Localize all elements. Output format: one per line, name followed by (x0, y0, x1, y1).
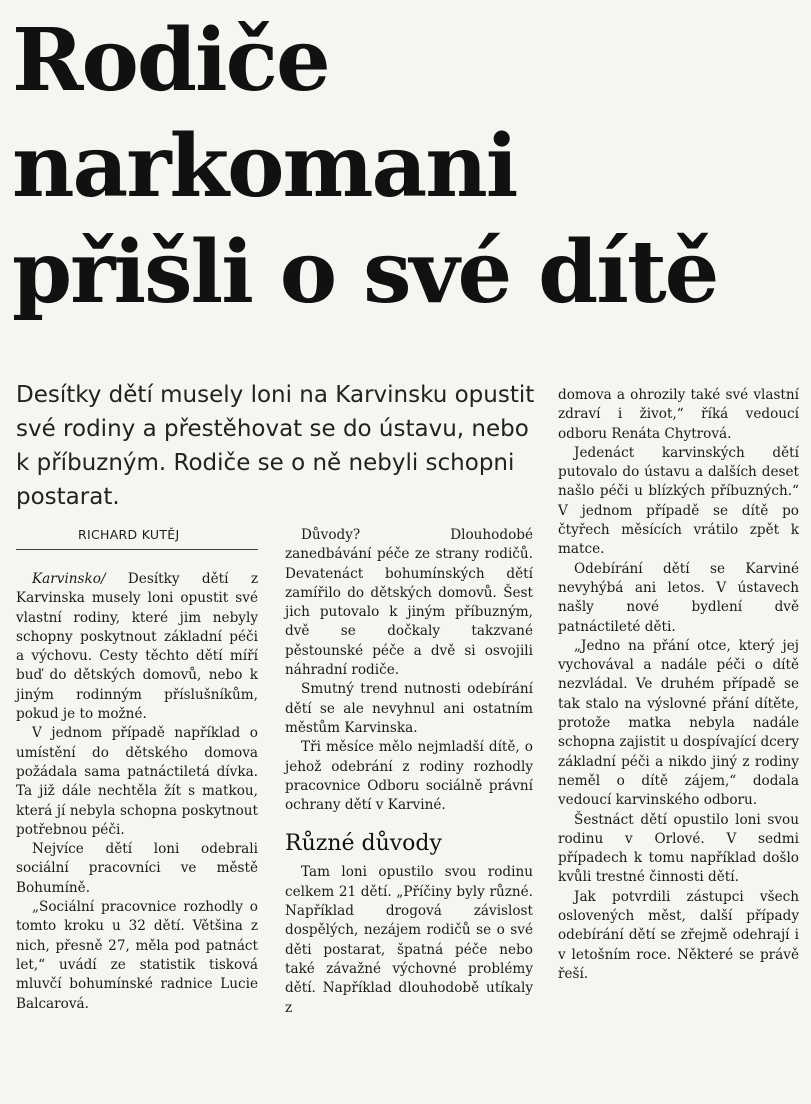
dateline: Karvinsko/ (32, 571, 106, 587)
paragraph: domova a ohrozily také své vlastní zdraví i život,“ říká vedoucí odboru Renáta Chytrová. (558, 387, 799, 442)
byline-rule (16, 549, 258, 550)
column-3 (558, 386, 799, 984)
headline-line: Rodiče (12, 10, 329, 111)
paragraph (16, 570, 258, 724)
lede: Desítky dětí musely loni na Karvinsku opustit své rodiny a přestěhovat se do ústavu, nebo k příbuzným. Rodiče se o ně nebyli schopni postarat. (16, 382, 535, 510)
paragraph-text: Desítky dětí z Karvinska musely loni opustit své vlastní rodiny, které jim nebyly schopny poskytnout základní péči a výchovu. Cesty těchto dětí míří buď do dětských domovů, nebo k jiným rodinným příslušníkům, pokud je to možné. (16, 571, 258, 723)
column-1 (16, 570, 258, 1014)
paragraph: Jak potvrdili zástupci všech oslovených měst, další případy odebírání dětí se zřejmě odehrají i v letošním roce. Některé se právě řeší. (558, 888, 799, 982)
paragraph: „Sociální pracovnice rozhodly o tomto kroku u 32 dětí. Většina z nich, přesně 27, měla pod patnáct let,“ uvádí ze statistik tisková mluvčí bohumínské radnice Lucie Balcarová. (16, 899, 258, 1012)
byline: RICHARD KUTĚJ (78, 527, 180, 542)
paragraph: V jednom případě například o umístění do dětského domova požádala sama patnáctiletá dívka. Ta již dále nechtěla žít s matkou, která jí nebyla schopna poskytnout potřebnou péči. (16, 725, 258, 838)
subheading: Různé důvody (285, 831, 442, 857)
paragraph: Důvody? Dlouhodobé zanedbávání péče ze strany rodičů. Devatenáct bohumínských dětí zamířilo do dětských domovů. Šest jich putovalo k jiným příbuzným, dvě se dočkaly takzvané pěstounské péče a dvě si osvojili náhradní rodiče. (285, 527, 533, 679)
paragraph: Tam loni opustilo svou rodinu celkem 21 dětí. „Příčiny byly různé. Například drogová závislost dospělých, nezájem rodičů se o své děti postarat, špatná péče nebo také závažné výchovné problémy dětí. Například dlouhodobě utíkaly z (285, 864, 533, 1016)
paragraph: „Jedno na přání otce, který jej vychovával a nadále péči o dítě nezvládal. Ve druhém případě se tak stalo na výslovné přání dítěte, protože matka nebyla nadále schopna zajistit u dospívající dcery základní péči a nikdo jiný z rodiny neměl o dítě zájem,“ dodala vedoucí karvinského odboru. (558, 637, 799, 809)
paragraph: Tři měsíce mělo nejmladší dítě, o jehož odebrání z rodiny rozhodly pracovnice Odboru sociálně právní ochrany dětí v Karviné. (285, 739, 533, 814)
headline (12, 8, 802, 326)
headline-line: narkomani (12, 116, 517, 217)
headline-line: přišli o své dítě (12, 222, 718, 323)
column-2 (285, 526, 533, 1018)
paragraph: Smutný trend nutnosti odebírání dětí se ale nevyhnul ani ostatním městům Karvinska. (285, 681, 533, 736)
paragraph: Jedenáct karvinských dětí putovalo do ústavu a dalších deset našlo péči u blízkých příbuzných.“ V jednom případě se dítě po čtyřech měsících vrátilo zpět k matce. (558, 444, 799, 558)
paragraph: Odebírání dětí se Karviné nevyhýbá ani letos. V ústavech našly nové bydlení dvě patnáctileté děti. (558, 560, 799, 635)
paragraph: Šestnáct dětí opustilo loni svou rodinu v Orlové. V sedmi případech k tomu například došlo kvůli trestné činnosti dětí. (558, 811, 799, 886)
paragraph: Nejvíce dětí loni odebrali sociální pracovníci ve městě Bohumíně. (16, 841, 258, 896)
